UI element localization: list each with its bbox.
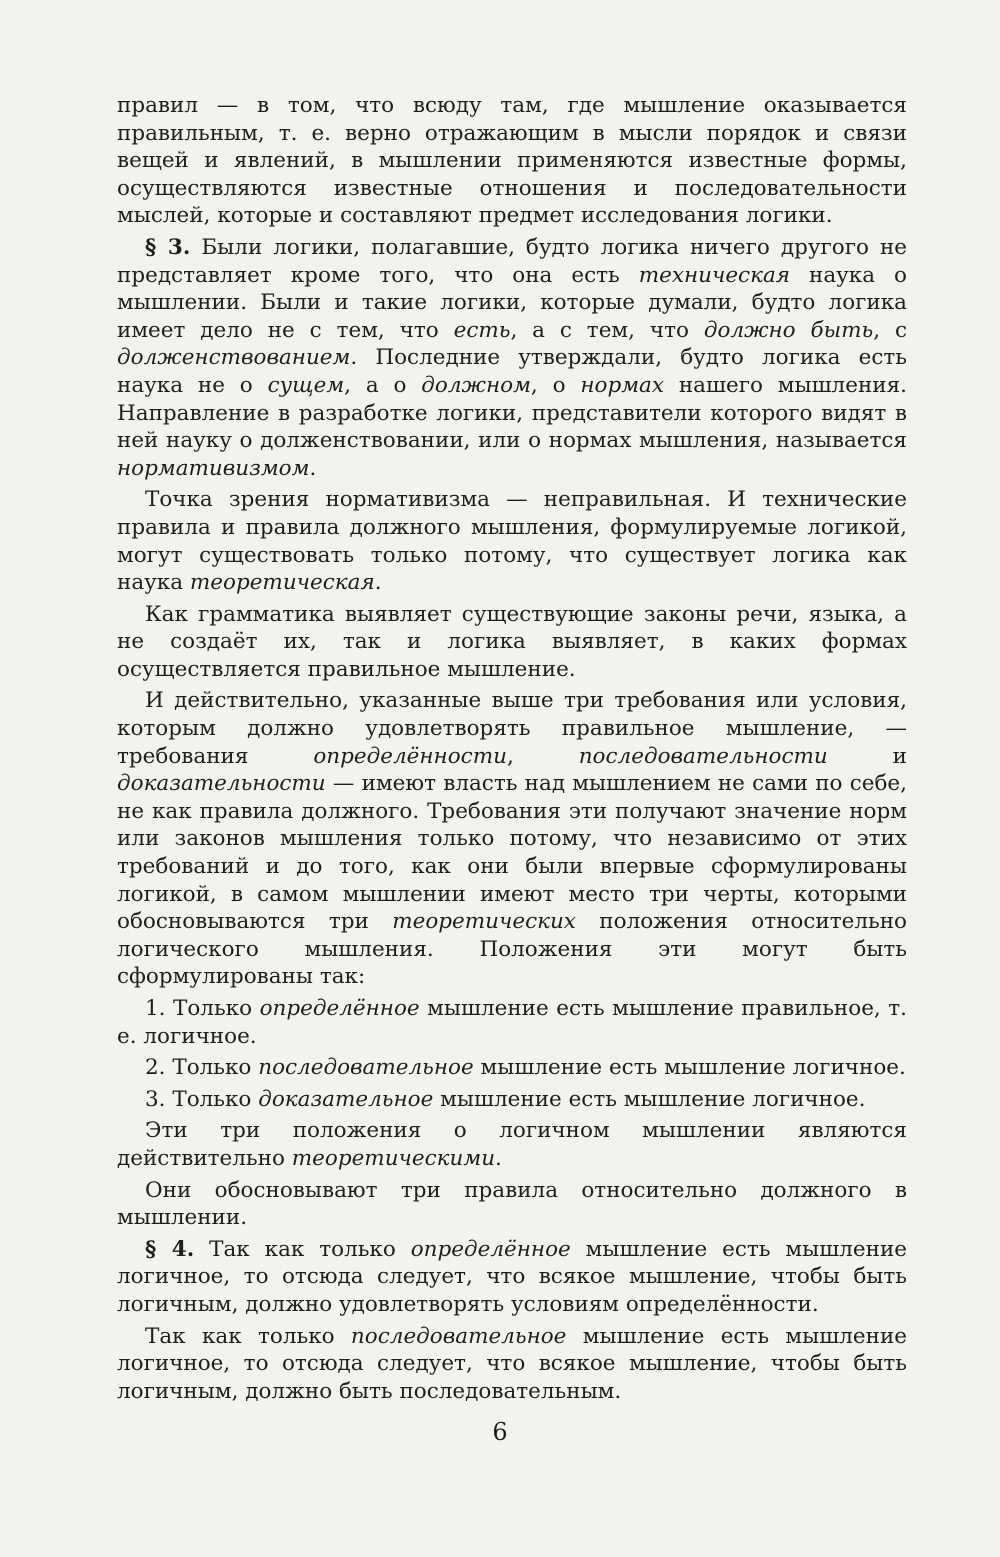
paragraph-theoretical <box>117 1117 907 1172</box>
emphasized-term: определённое <box>259 996 420 1021</box>
section-marker: § 4. <box>145 1236 195 1262</box>
text-run: . <box>495 1145 502 1171</box>
emphasized-term: последовательное <box>350 1323 567 1349</box>
text-run: Они обосновывают три правила относительно должного в мышлении. <box>117 1177 907 1231</box>
text-run: , а с тем, что <box>510 317 704 343</box>
text-run: мышление есть мышление правильное, т. е. логичное. <box>117 996 907 1049</box>
paragraph-position-2 <box>117 1054 907 1082</box>
text-run: положения относительно логического мышления. Положения эти могут быть сформулированы так: <box>117 909 907 990</box>
text-run: Так как только <box>194 1236 411 1262</box>
paragraph-normativism-critique <box>117 486 907 596</box>
text-run: наука о мышлении. Были и такие логики, которые думали, будто логика имеет дело не с тем, что <box>117 262 907 343</box>
paragraph-three-requirements <box>117 687 907 991</box>
text-run: Так как только <box>145 1323 351 1349</box>
text-run: мышление есть мышление логичное. <box>473 1055 906 1081</box>
section-marker: § 3. <box>145 234 191 260</box>
text-run: . <box>309 455 317 481</box>
paragraph-three-rules <box>117 1177 907 1232</box>
emphasized-term: доказательности <box>117 771 326 797</box>
paragraph-section-3 <box>117 234 907 482</box>
text-run: Были логики, полагавшие, будто логика ничего другого не представляет кроме того, что она есть <box>117 234 907 288</box>
emphasized-term: теоретических <box>392 909 576 935</box>
page-text <box>117 92 907 1409</box>
emphasized-term: должно быть <box>703 317 874 343</box>
paragraph-continuation <box>117 92 907 230</box>
paragraph-section-4 <box>117 1236 907 1319</box>
emphasized-term: определённости <box>313 743 507 769</box>
text-run: Эти три положения о логичном мышлении являются действительно <box>117 1118 907 1171</box>
text-run: . <box>374 570 382 596</box>
emphasized-term: сущем <box>267 372 345 398</box>
text-run: — имеют власть над мышлением не сами по себе, не как правила должного. Требования эти получают значение норм или законов мышления только потому, что независимо от этих требований и до того, как они были впервые сформулированы логикой, в самом мышлении имеют место три черты, которыми обосновываются три <box>117 771 907 935</box>
text-run: мышление есть мышление логичное, то отсюда следует, что всякое мышление, чтобы быть логичным, должно удовлетворять условиям определённости. <box>117 1236 907 1317</box>
text-run: , <box>506 743 579 769</box>
emphasized-term: теоретическими <box>291 1145 496 1171</box>
text-run: мышление есть мышление логичное. <box>433 1086 866 1112</box>
text-run: 2. Только <box>145 1055 259 1081</box>
paragraph-position-1 <box>117 995 907 1050</box>
paragraph-grammar-analogy <box>117 601 907 684</box>
emphasized-term: последовательное <box>258 1055 474 1081</box>
emphasized-term: техническая <box>638 262 790 288</box>
text-run: И действительно, указанные выше три требования или условия, которым должно удовлетворять правильное мышление, — требования <box>117 688 907 769</box>
emphasized-term: должном <box>421 372 531 398</box>
paragraph-sequential <box>117 1323 907 1406</box>
emphasized-term: теоретическая <box>189 570 375 596</box>
emphasized-term: последовательности <box>578 743 828 769</box>
emphasized-term: долженствованием <box>117 345 351 371</box>
text-run: , о <box>530 372 581 398</box>
text-run: и <box>827 743 908 769</box>
text-run: . Последние утверждали, будто логика есть наука не о <box>117 345 907 398</box>
text-run: мышление есть мышление логичное, то отсюда следует, что всякое мышление, чтобы быть логичным, должно быть последовательным. <box>117 1323 907 1404</box>
emphasized-term: нормах <box>580 372 664 398</box>
text-run: 3. Только <box>145 1086 259 1112</box>
text-run: правил — в том, что всюду там, где мышление оказывается правильным, т. е. верно отражающим в мысли порядок и связи вещей и явлений, в мышлении применяются известные формы, осуществляются известные отношения и последовательности мыслей, которые и составляют предмет исследования логики. <box>117 93 907 229</box>
emphasized-term: определённое <box>410 1236 571 1262</box>
text-run: Точка зрения нормативизма — неправильная. И технические правила и правила должного мышления, формулируемые логикой, могут существовать только потому, что существует логика как наука <box>117 487 907 596</box>
text-run: Как грамматика выявляет существующие законы речи, языка, а не создаёт их, так и логика выявляет, в каких формах осуществляется правильное мышление. <box>117 601 907 682</box>
emphasized-term: есть <box>453 317 511 343</box>
emphasized-term: доказательное <box>258 1086 434 1112</box>
text-run: , а о <box>344 372 422 398</box>
emphasized-term: нормативизмом <box>117 455 310 481</box>
text-run: нашего мышления. Направление в разработке логики, представители которого видят в ней науку о долженствовании, или о нормах мышления, называется <box>117 372 907 454</box>
text-run: , с <box>873 317 907 343</box>
page-number: 6 <box>492 1418 508 1446</box>
paragraph-position-3 <box>117 1086 907 1114</box>
text-run: 1. Только <box>145 996 260 1021</box>
